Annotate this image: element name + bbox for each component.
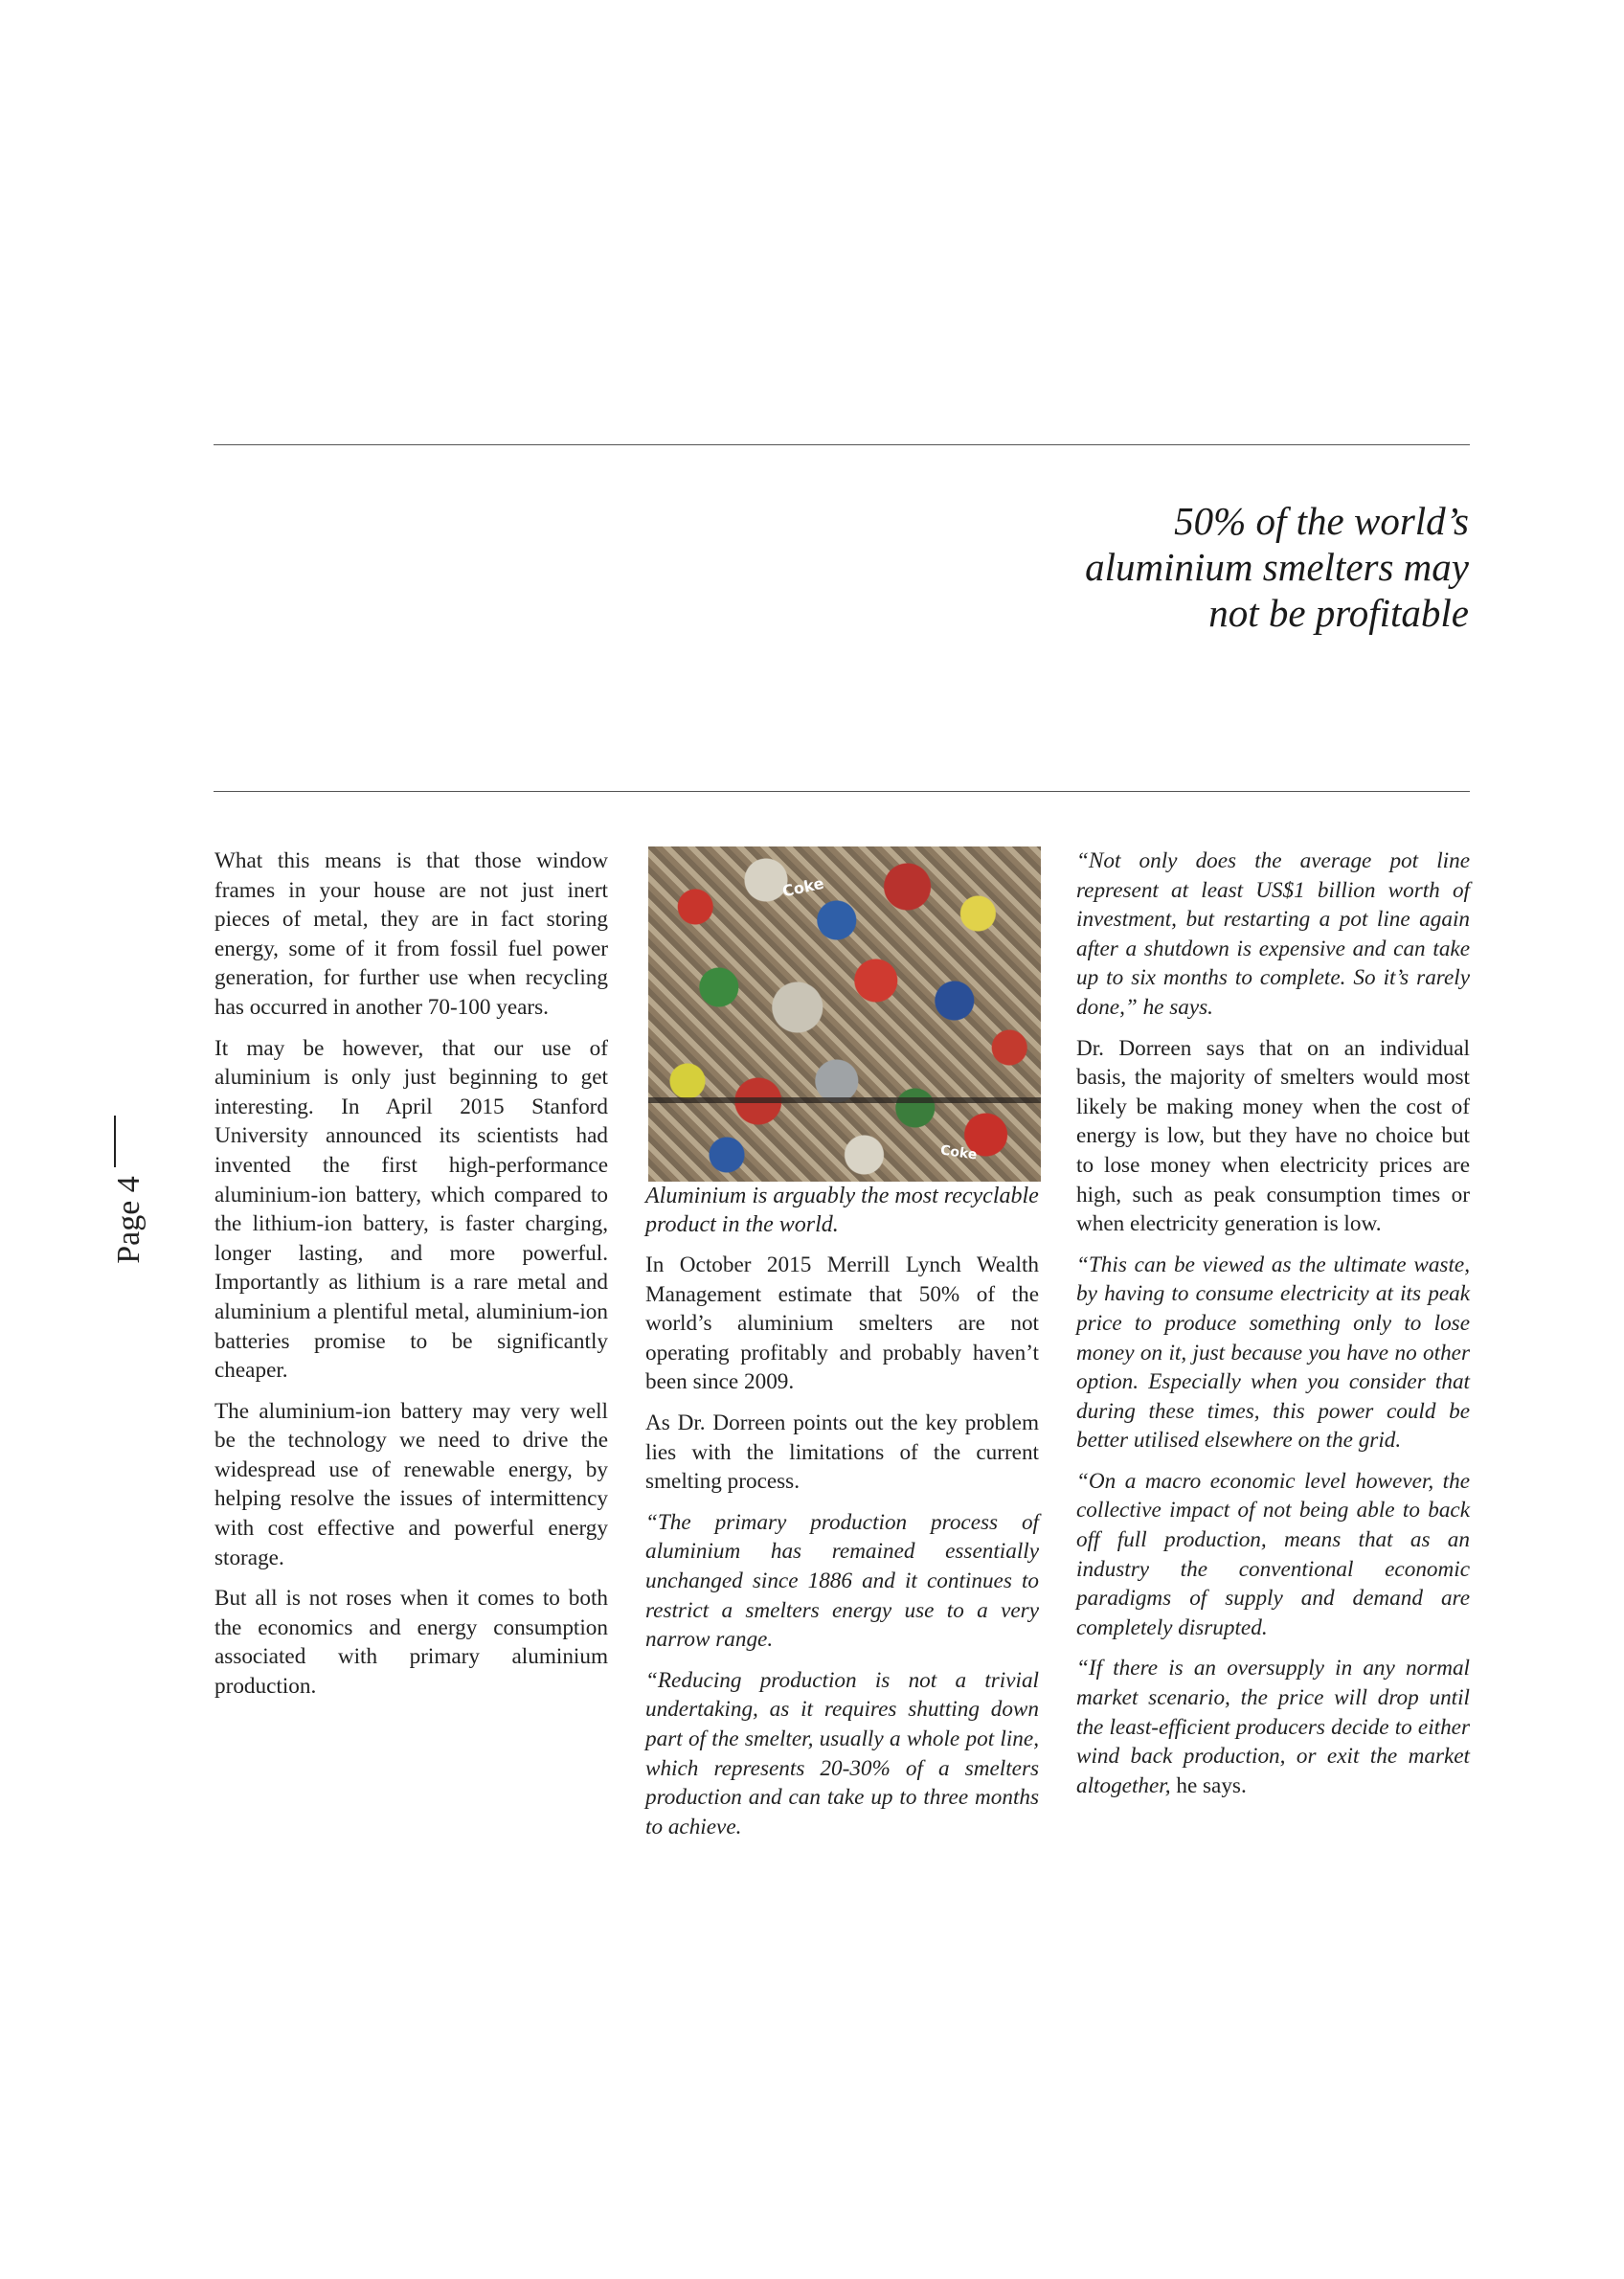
attribution: he says. [1170,1772,1247,1798]
quote-paragraph: “The primary production process of aluminium has remained essentially unchanged since 1886 and it continues to restrict a smelters energy use to a very narrow range. [645,1509,1039,1653]
article-column-1 [214,846,608,1713]
page-number-text: Page 4 [111,1176,147,1264]
bale-seam [648,1097,1041,1103]
can-label: Coke [780,873,826,901]
paragraph: As Dr. Dorreen points out the key problem lies with the limitations of the current smelting process. [645,1410,1039,1495]
paragraph: The aluminium-ion battery may very well be the technology we need to drive the widespread use of renewable energy, by helping resolve the issues of intermittency with cost effective and powerful energy storage. [214,1398,608,1570]
quote-paragraph: “Not only does the average pot line represent at least US$1 billion worth of investment, but restarting a pot line again after a shutdown is expensive and can take up to six months to complete. So it’s rarely done,” he says. [1076,848,1470,1020]
page-number-label [100,1116,157,1264]
quote-text: “If there is an oversupply in any normal market scenario, the price will drop until the least-efficient producers decide to either wind back production, or exit the market altogether, [1076,1656,1470,1798]
photo-caption: Aluminium is arguably the most recyclable product in the world. [645,1184,1039,1237]
paragraph: Dr. Dorreen says that on an individual basis, the majority of smelters would most likely be making money when the cost of energy is low, but they have no choice but to lose money when electricity prices are high, such as peak consumption times or when electricity generation is low. [1076,1035,1470,1237]
can-label: Coke [939,1142,979,1163]
quote-paragraph: “This can be viewed as the ultimate waste, by having to consume electricity at its peak price to produce something only to lose money on it, just because you have no other option. Especially when you consider that during these times, this power could be better utilised elsewhere on the grid. [1076,1252,1470,1454]
top-divider [214,444,1470,445]
pull-quote-line: not be profitable [1208,591,1469,635]
crushed-cans-photo [648,846,1041,1182]
article-column-3 [1076,846,1470,1812]
paragraph: But all is not roses when it comes to both the economics and energy consumption associated with primary aluminium production. [214,1586,608,1700]
pull-quote [971,498,1469,636]
quote-paragraph: “Reducing production is not a trivial undertaking, as it requires shutting down part of the smelter, usually a whole pot line, which represents 20-30% of a smelters production and can take up to three months to achieve. [645,1667,1039,1839]
quote-paragraph: “On a macro economic level however, the collective impact of not being able to back off full production, means that as an industry the conventional economic paradigms of supply and demand are completely disrupted. [1076,1468,1470,1640]
quote-paragraph-with-attribution [1076,1654,1470,1800]
pull-quote-line: 50% of the world’s [1174,499,1469,543]
paragraph: What this means is that those window frames in your house are not just inert pieces of metal, they are in fact storing energy, some of it from fossil fuel power generation, for further use when recycling has occurred in another 70-100 years. [214,848,608,1020]
article-column-2 [645,846,1039,1853]
middle-divider [214,791,1470,792]
pull-quote-line: aluminium smelters may [1085,545,1469,589]
paragraph: In October 2015 Merrill Lynch Wealth Management estimate that 50% of the world’s aluminium smelters are not operating profitably and probably haven’t been since 2009. [645,1252,1039,1395]
paragraph: It may be however, that our use of aluminium is only just beginning to get interesting. In April 2015 Stanford University announced its scientists had invented the first high-performance aluminium-ion battery, which compared to the lithium-ion battery, is faster charging, longer lasting, and more powerful. Importantly as lithium is a rare metal and aluminium a plentiful metal, aluminium-ion batteries promise to be significantly cheaper. [214,1035,608,1384]
